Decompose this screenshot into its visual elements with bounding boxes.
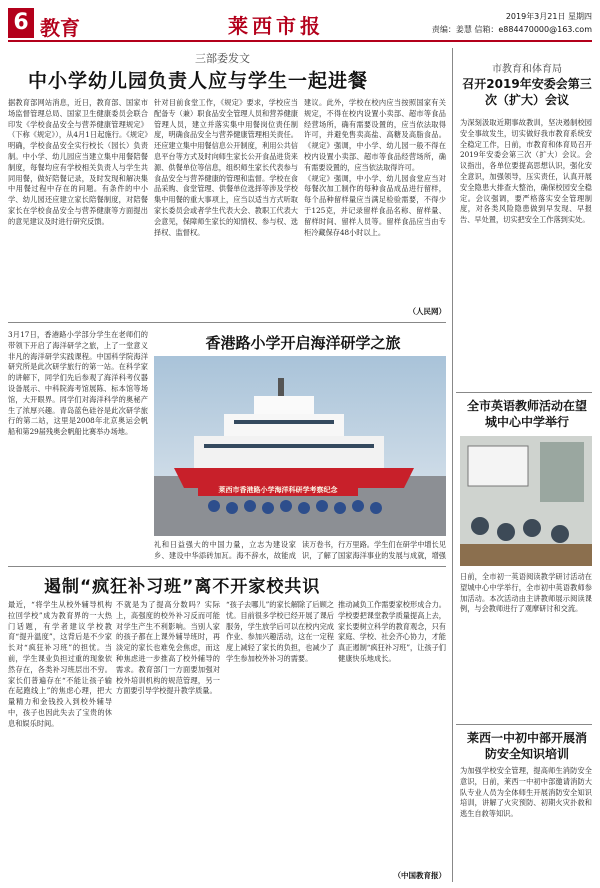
bottom-title: 遏制“疯狂补习班”离不开家校共识 xyxy=(44,577,321,597)
right2-body: 日前，全市初一英语阅读教学研讨活动在望城中心中学举行，全市初中英语教师参加活动。本次活动由主讲教师展示阅读课例，与会教师进行了观摩研讨和交流。 xyxy=(460,572,592,614)
lead-col-3 xyxy=(304,98,446,308)
divider xyxy=(456,392,592,393)
bottom-col-2: 不就是为了提高分数吗？实际上，高强度的校外补习反而可能对学生产生不利影响。当别人家的孩子都在上课外辅导班时，再淡定的家长也难免会焦虑，而这种焦虑进一步推高了校外辅导的需求。教育部门一方面要加强对校外培训机构的规范管理，另一方面要引导学校提升教学质量。 xyxy=(116,600,220,696)
lead-col-3-p1: 建议。此外，学校在校内应当按照国家有关规定，不得在校内设置小卖部、超市等食品经营场所，确有需要设置的，应当依法取得许可，并避免售卖高盐、高糖及高脂食品。《规定》强调，中小学、幼儿园一般不得在校内设置小卖部、超市等食品经营场所，确有需要设置的，应当依法取得许可。 xyxy=(304,98,446,172)
lead-credit: （人民网） xyxy=(408,307,446,316)
photo-story-col-3: 读万卷书，行万里路。学生们在研学中增长见识，了解了国家海洋事业的发展与成就，增强 xyxy=(302,540,446,560)
page-number: 6 xyxy=(8,8,34,38)
editor-line: 责编：姜慧 信箱：e884470000@163.com xyxy=(431,25,592,34)
divider xyxy=(8,322,446,323)
right3-body: 为加强学校安全管理，提高师生消防安全意识，日前，莱西一中初中部邀请消防大队专业人员为全体师生开展消防安全知识培训，讲解了火灾预防、初期火灾扑救和逃生自救等知识。 xyxy=(460,766,592,819)
lead-col-1: 据教育部网站消息，近日，教育部、国家市场监督管理总局、国家卫生健康委员会联合印发《学校食品安全与营养健康管理规定》（下称《规定》），从4月1日起施行。《规定》明确，学校食品安全实行校长（园长）负责制。中小学、幼儿园应当建立集中用餐陪餐制度，每餐均应有学校相关负责人与学生共同用餐，做好陪餐记录，及时发现和解决集中用餐过程中存在的问题。有条件的中小学、幼儿园还应建立家长陪餐制度，对陪餐家长在学校食品安全与营养健康等方面提出的意见建议及时进行研究反馈。 xyxy=(8,98,148,226)
bottom-col-1: 最近，“将学生从校外辅导机构拉回学校”成为教育界的一大热门话题，有学者建议学校教育“提升温度”，这背后是不少家长对“疯狂补习班”的担忧。当前，学生课业负担过重的现象依然存在，各类补习班层出不穷。家长们普遍存在“不能让孩子输在起跑线上”的焦虑心理，把大量精力和金钱投入到校外辅导中，孩子也因此失去了宝贵的休息和娱乐时间。 xyxy=(8,600,112,728)
lead-kicker: 三部委发文 xyxy=(195,52,250,65)
lead-col-3-p2: 《规定》强调，中小学、幼儿园食堂应当对每餐次加工制作的每种食品成品进行留样，每个品种留样量应当满足检验需要，不得少于125克，并记录留样食品名称、留样量、留样时间、留样人员等。留样食品应当由专柜冷藏保存48小时以上。 xyxy=(304,173,446,237)
ship-photo-banner: 莱西市香港路小学海洋科研学考察纪念 xyxy=(218,486,338,494)
masthead: 莱西市报 xyxy=(228,14,324,38)
ship-photo xyxy=(154,356,446,536)
date-line: 2019年3月21日 星期四 xyxy=(505,12,592,21)
lead-title: 中小学幼儿园负责人应与学生一起进餐 xyxy=(28,70,369,92)
classroom-photo xyxy=(460,436,592,566)
divider xyxy=(8,566,446,567)
page-header xyxy=(8,8,592,42)
lead-col-2: 针对目前食堂工作，《规定》要求，学校应当配备专（兼）职食品安全管理人员和营养健康管理人员，建立并落实集中用餐岗位责任制度，明确食品安全与营养健康管理相关责任。还应建立集中用餐信息公开制度，利用公共信息平台等方式及时向师生家长公开食品进货来源、供餐单位等信息，组织师生家长代表参与食品安全与营养健康的管理和监督。学校在食品采购、食堂管理、供餐单位选择等涉及学校集中用餐的重大事项上，应当以适当方式听取家长委员会或者学生代表大会、教职工代表大会意见，保障师生家长的知情权、参与权、选择权、监督权。 xyxy=(154,98,298,237)
photo-story-col-2: 礼和日益强大的中国力量，立志为建设家乡、建设中华添砖加瓦。海不辞水，故能成 xyxy=(154,540,296,560)
section-name: 教育 xyxy=(40,16,80,40)
right1-title: 召开2019年安委会第三次（扩大）会议 xyxy=(462,77,592,107)
photo-story-title: 香港路小学开启海洋研学之旅 xyxy=(205,334,401,352)
bottom-col-3: “孩子去哪儿”的家长解除了后顾之忧。目前很多学校已经开展了课后服务，学生放学后可以在校内完成作业、参加兴趣活动，这在一定程度上减轻了家长的负担，也减少了学生参加校外补习的需要。 xyxy=(226,600,334,663)
bottom-col-4: 推动减负工作需要家校形成合力。学校要把课堂教学质量提高上去，家长要树立科学的教育观念，只有家庭、学校、社会齐心协力，才能真正遏制“疯狂补习班”，让孩子们健康快乐地成长。 xyxy=(338,600,446,663)
right1-body: 为深刻汲取近期事故教训，坚决遏制校园安全事故发生，切实做好我市教育系统安全稳定工作，日前，市教育和体育局召开2019年安委会第三次（扩大）会议。会议指出，各单位要提高思想认识，强化安全意识，加强领导，压实责任，认真开展安全隐患大排查大整治，确保校园安全稳定。会议强调，要严格落实安全管理制度，对各类风险隐患做到早发现、早报告、早处置，切实把安全工作落到实处。 xyxy=(460,118,592,225)
right2-title: 全市英语教师活动在望城中心中学举行 xyxy=(466,399,587,429)
column-divider xyxy=(452,48,453,882)
right1-kicker: 市教育和体育局 xyxy=(492,64,562,75)
header-meta xyxy=(402,10,592,36)
right3-title: 莱西一中初中部开展消防安全知识培训 xyxy=(466,731,587,761)
photo-story-col-1: 3月17日，香港路小学部分学生在老师们的带领下开启了海洋研学之旅，上了一堂意义非凡的海洋研学实践课程。中国科学院海洋研究所是此次研学旅行的第一站。在科学家的讲解下，同学们先后参观了海洋科考仪器设备展示、中科院海考馆展陈、标本馆等场馆，大开眼界。同学们对海洋科学的奥秘产生了浓厚兴趣。青岛蓝色硅谷是此次研学旅行的第二站，这里是2008年北京奥运会帆船和第29届残奥会帆船比赛举办场地。 xyxy=(8,330,148,437)
bottom-credit: （中国教育报） xyxy=(393,871,446,880)
divider xyxy=(456,724,592,725)
